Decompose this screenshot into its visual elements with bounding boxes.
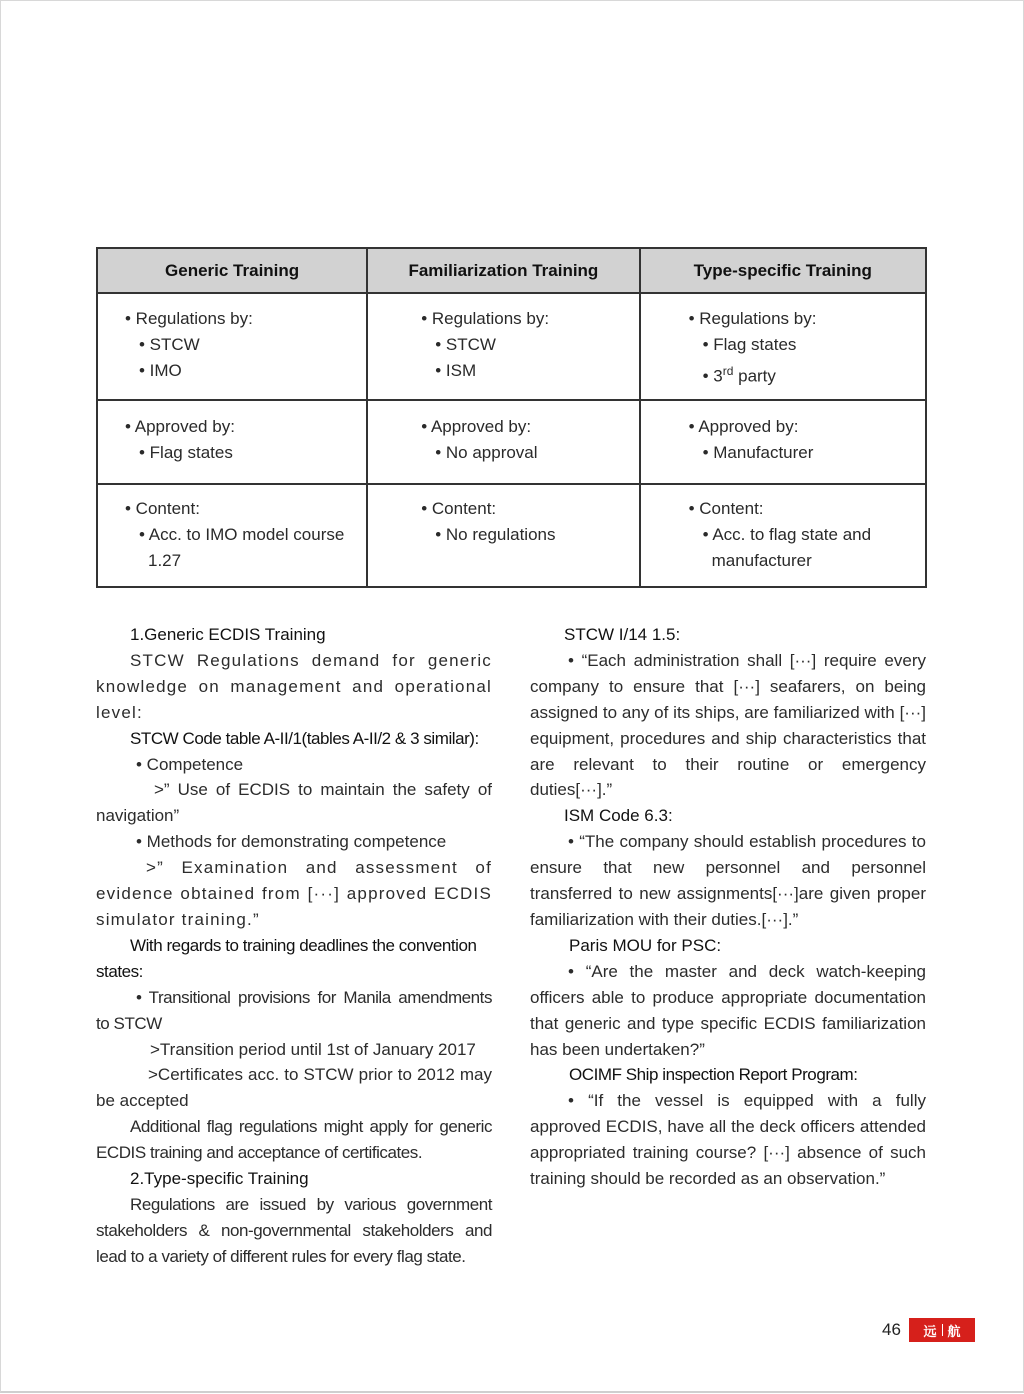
cell-label: • Content: (125, 499, 200, 518)
heading-ism-code: ISM Code 6.3: (564, 806, 673, 826)
cell-label: • Regulations by: (125, 309, 253, 328)
quote-examination: >” Examination and assessment of evidence obtained from [···] approved ECDIS simulator training.” (96, 858, 492, 929)
paragraph: Additional flag regulations might apply for generic ECDIS training and acceptance of certificates. (96, 1117, 492, 1163)
paragraph: STCW Regulations demand for generic knowledge on management and operational level: (96, 650, 492, 722)
training-comparison-table (96, 247, 927, 588)
bullet-methods: • Methods for demonstrating competence (136, 832, 447, 852)
cell-item: • No approval (435, 443, 538, 462)
table-cell (97, 400, 367, 484)
section-heading-generic: 1.Generic ECDIS Training (130, 625, 326, 644)
cell-label: • Approved by: (688, 417, 799, 436)
cell-label: • Approved by: (421, 417, 532, 436)
cell-item: • Acc. to flag state and (702, 525, 872, 544)
heading-paris-mou: Paris MOU for PSC: (569, 935, 722, 955)
right-text-column (530, 622, 926, 1192)
cell-item-continuation: 1.27 (148, 551, 182, 570)
table-cell (367, 293, 639, 400)
quote-ocimf: • “If the vessel is equipped with a fully approved ECDIS, have all the deck officers attended appropriated training course? [···] absence of such training should be recorded as an observation.” (530, 1091, 926, 1189)
table-cell (97, 293, 367, 400)
logo-char: 航 (947, 1324, 961, 1340)
transition-certificates: >Certificates acc. to STCW prior to 2012 may be accepted (96, 1065, 492, 1111)
cell-label: • Approved by: (125, 417, 235, 436)
logo-char: 远 (923, 1324, 937, 1340)
bullet-competence: • Competence (136, 754, 244, 774)
cell-item: • Flag states (702, 335, 797, 354)
table-header-row (97, 248, 926, 293)
cell-item: • Flag states (139, 443, 233, 462)
cell-item: • IMO (139, 361, 182, 380)
third-prefix: • 3 (702, 366, 723, 386)
quote-ecdis-safety: >” Use of ECDIS to maintain the safety of navigation” (96, 780, 492, 826)
table-cell (367, 484, 639, 587)
cell-item: • Manufacturer (702, 443, 814, 462)
quote-stcw: • “Each administration shall [···] require every company to ensure that [···] seafarers, on being assigned to any of its ships, are familiarized with [···] equipment, procedures and ship characteristics that are relevant to their routine or emergency duties[···].” (530, 650, 926, 800)
subheading-training-deadlines: With regards to training deadlines the convention states: (96, 935, 477, 981)
table-cell (367, 400, 639, 484)
heading-ocimf: OCIMF Ship inspection Report Program: (569, 1065, 858, 1085)
cell-item: • No regulations (435, 525, 556, 544)
cell-item-third-party (689, 358, 924, 390)
third-suffix: party (733, 366, 776, 386)
table-cell (97, 484, 367, 587)
quote-paris-mou: • “Are the master and deck watch-keeping officers able to produce appropriate documentation that generic and type specific ECDIS familiarization has been undertaken?” (530, 961, 926, 1059)
table-row-approval (97, 400, 926, 484)
cell-item-continuation: manufacturer (711, 551, 812, 570)
header-generic-training: Generic Training (97, 248, 367, 293)
cell-label: • Regulations by: (688, 309, 817, 328)
cell-item: • STCW (435, 335, 496, 354)
paragraph: Regulations are issued by various government stakeholders & non-governmental stakeholders and lead to a variety of different rules for every flag state. (96, 1194, 492, 1266)
quote-ism: • “The company should establish procedures to ensure that new personnel and personnel transferred to new assignments[···]are given proper familiarization with their duties.[···].” (530, 832, 926, 929)
logo-separator (942, 1324, 943, 1336)
table-cell (640, 400, 926, 484)
table-cell (640, 293, 926, 400)
cell-item: • Acc. to IMO model course (139, 525, 345, 544)
cell-label: • Content: (688, 499, 764, 518)
cell-label: • Content: (421, 499, 497, 518)
header-familiarization-training: Familiarization Training (367, 248, 639, 293)
page-number: 46 (882, 1320, 901, 1339)
cell-item: • ISM (435, 361, 477, 380)
transition-period: >Transition period until 1st of January 2017 (150, 1039, 476, 1059)
table-row-content (97, 484, 926, 587)
bullet-transitional: • Transitional provisions for Manila amendments to STCW (96, 987, 492, 1033)
third-superscript: rd (722, 364, 734, 378)
subheading-stcw-code: STCW Code table A-II/1(tables A-II/2 & 3 similar): (130, 728, 479, 748)
section-heading-type-specific: 2.Type-specific Training (130, 1169, 309, 1189)
header-type-specific-training: Type-specific Training (640, 248, 926, 293)
table-row-regulations (97, 293, 926, 400)
cell-label: • Regulations by: (421, 309, 550, 328)
publication-logo (909, 1318, 975, 1342)
table-cell (640, 484, 926, 587)
left-text-column (96, 622, 492, 1270)
heading-stcw-i14: STCW I/14 1.5: (564, 625, 681, 644)
cell-item: • STCW (139, 335, 200, 354)
